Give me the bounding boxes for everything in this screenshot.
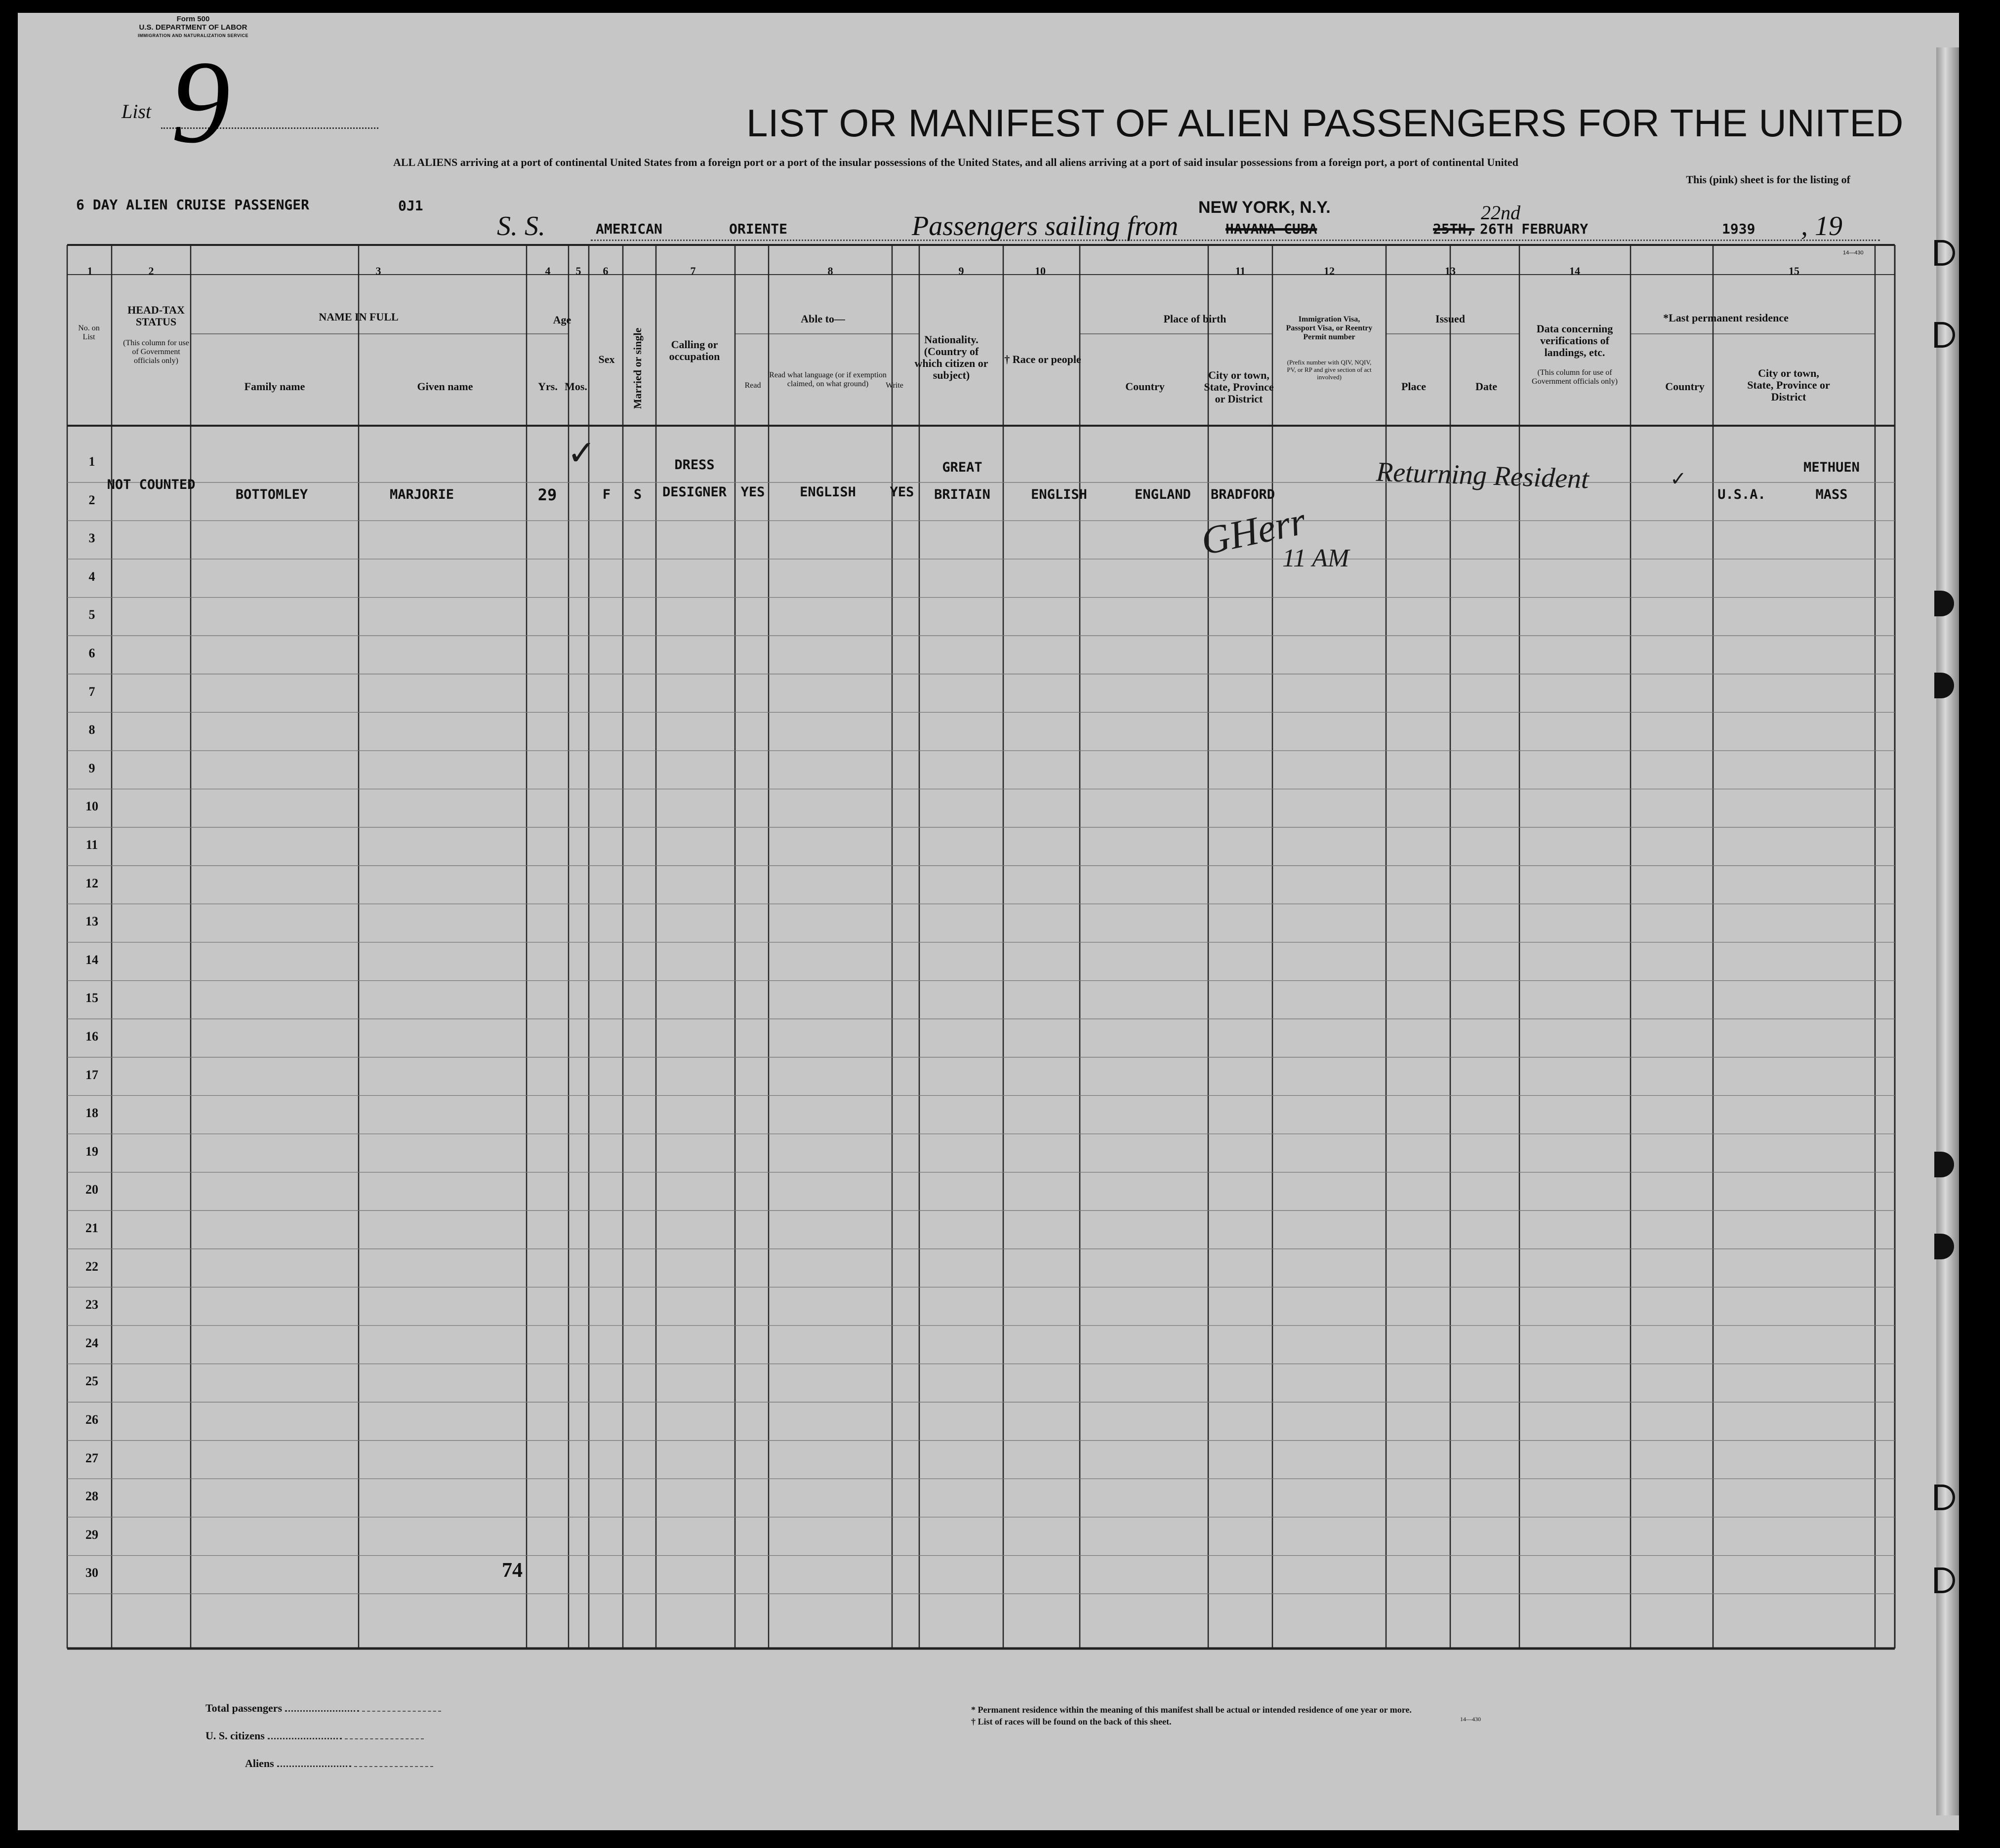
- aliens-row: [245, 1757, 433, 1770]
- row-number: 19: [85, 1144, 98, 1159]
- cell-birth-country: ENGLAND: [1135, 487, 1191, 502]
- row-number: 11: [85, 838, 98, 852]
- manifest-grid: [18, 13, 1959, 1830]
- list-number: 9: [171, 36, 230, 167]
- header-issued-date: Date: [1475, 380, 1497, 393]
- header-head-tax: HEAD-TAX STATUS: [127, 304, 185, 328]
- title-instruction-2: This (pink) sheet is for the listing of: [1686, 173, 1850, 186]
- header-visa: Immigration Visa, Passport Visa, or Reentry Permit number: [1286, 315, 1373, 341]
- row-number: 28: [85, 1489, 98, 1504]
- ship-name-1: AMERICAN: [596, 221, 662, 237]
- inspector-time: 11 AM: [1282, 544, 1349, 572]
- row-number: 4: [88, 569, 95, 584]
- row-number: 5: [88, 607, 95, 622]
- cell-write: YES: [890, 484, 914, 500]
- column-number: 2: [148, 265, 154, 277]
- header-issued-place: Place: [1401, 380, 1427, 393]
- cell-head-tax: NOT COUNTED: [107, 477, 196, 492]
- row-number: 17: [85, 1067, 98, 1082]
- row-number: 18: [85, 1106, 98, 1121]
- header-age: Age: [553, 314, 571, 326]
- header-verifications: Data concerning verifications of landings, etc.: [1536, 322, 1613, 359]
- list-label: List: [122, 100, 152, 122]
- cell-res-city-2: MASS: [1815, 487, 1848, 502]
- cell-language: ENGLISH: [800, 484, 856, 500]
- form-number: Form 500: [176, 15, 210, 23]
- column-number: 3: [375, 265, 381, 277]
- cell-nationality-1: GREAT: [942, 460, 982, 475]
- row-number: 13: [85, 914, 98, 929]
- column-number: 9: [958, 265, 964, 277]
- header-head-tax-note: (This column for use of Government officials only): [123, 339, 189, 365]
- day-struck: 25TH,: [1433, 221, 1475, 237]
- row-number: 30: [85, 1566, 98, 1580]
- header-no-on-list: No. on List: [78, 324, 100, 341]
- header-given-name: Given name: [417, 380, 473, 393]
- row-number: 10: [85, 799, 98, 814]
- sailing-year: 1939: [1722, 221, 1755, 237]
- cell-res-city-1: METHUEN: [1803, 460, 1860, 475]
- row-number: 9: [88, 761, 95, 775]
- row-number: 22: [85, 1259, 98, 1274]
- age-check-mark: ✓: [567, 435, 596, 473]
- row-number: 3: [88, 531, 95, 546]
- header-name-in-full: NAME IN FULL: [319, 311, 399, 323]
- header-place-of-birth: Place of birth: [1163, 313, 1226, 325]
- header-race: † Race or people: [1004, 353, 1081, 365]
- header-read-language: Read what language (or if exemption claimed, on what ground): [769, 371, 887, 388]
- header-read: Read: [744, 381, 761, 390]
- footnote-residence: * Permanent residence within the meaning of this manifest shall be actual or intended residence of one year or more.: [971, 1705, 1412, 1715]
- column-number: 6: [603, 265, 609, 277]
- handwritten-visa-note: Returning Resident: [1376, 456, 1590, 495]
- header-res-city: City or town, State, Province or District: [1747, 367, 1830, 403]
- cell-given-name: MARJORIE: [389, 487, 454, 502]
- port-inserted: NEW YORK, N.Y.: [1198, 198, 1331, 217]
- day-handwritten: 22nd: [1481, 201, 1520, 224]
- row-number: 26: [85, 1412, 98, 1427]
- header-issued: Issued: [1435, 313, 1465, 325]
- total-passengers-row: [205, 1702, 441, 1715]
- column-number: 15: [1789, 265, 1799, 277]
- page-title: LIST OR MANIFEST OF ALIEN PASSENGERS FOR THE UNITED: [746, 101, 1904, 145]
- header-family-name: Family name: [244, 380, 305, 393]
- cell-res-country: U.S.A.: [1717, 487, 1766, 502]
- cell-read: YES: [740, 484, 765, 500]
- column-number: 1: [87, 265, 93, 277]
- inspector-initials: GHerr: [1197, 499, 1310, 564]
- us-citizens-label: U. S. citizens: [205, 1729, 265, 1742]
- column-number: 11: [1235, 265, 1246, 277]
- header-able-to: Able to—: [801, 313, 845, 325]
- header-nationality: Nationality. (Country of which citizen or subject): [914, 333, 988, 381]
- header-married: Married or single: [631, 327, 644, 409]
- footnotes: [971, 1704, 1412, 1727]
- column-number: 12: [1324, 265, 1335, 277]
- header-verifications-note: (This column for use of Government officials only): [1532, 368, 1618, 386]
- cell-age-yrs: 29: [537, 485, 557, 504]
- sailing-label: Passengers sailing from: [912, 211, 1179, 241]
- header-write: Write: [886, 381, 903, 390]
- year-suffix: , 19: [1801, 211, 1842, 241]
- row-number: 16: [85, 1029, 98, 1044]
- aliens-label: Aliens: [245, 1757, 274, 1769]
- cell-race: ENGLISH: [1031, 487, 1087, 502]
- cell-nationality-2: BRITAIN: [934, 487, 990, 502]
- page-stamp-number: 74: [502, 1559, 523, 1582]
- row-number: 25: [85, 1374, 98, 1389]
- row-number: 27: [85, 1450, 98, 1465]
- manifest-sheet: [18, 13, 1959, 1830]
- row-number: 1: [88, 454, 95, 469]
- header-calling: Calling or occupation: [669, 338, 720, 362]
- ss-label: S. S.: [497, 211, 545, 241]
- row-number: 24: [85, 1335, 98, 1350]
- form-code: 14—430: [1843, 250, 1864, 256]
- cruise-number: 0J1: [398, 198, 423, 214]
- row-number: 12: [85, 876, 98, 890]
- cell-occupation-2: DESIGNER: [662, 484, 727, 500]
- cell-family-name: BOTTOMLEY: [235, 487, 308, 502]
- header-visa-note: (Prefix number with QIV, NQIV, PV, or RP and give section of act involved): [1287, 359, 1372, 381]
- title-instruction-1: ALL ALIENS arriving at a port of continental United States from a foreign port or a port of the insular possessions of the United States, and all aliens arriving at a port of said insular possessions from a foreign port, a port of continental United: [393, 156, 1518, 168]
- cruise-note: 6 DAY ALIEN CRUISE PASSENGER: [76, 197, 310, 213]
- header-birth-country: Country: [1125, 380, 1165, 393]
- row-number: 20: [85, 1182, 98, 1197]
- cell-sex: F: [602, 487, 611, 502]
- row-number: 6: [88, 646, 95, 660]
- header-res-country: Country: [1665, 380, 1705, 393]
- row-number: 21: [85, 1221, 98, 1235]
- column-number: 5: [575, 265, 581, 277]
- port-struck: HAVANA CUBA: [1225, 221, 1317, 237]
- cell-birth-city: BRADFORD: [1210, 487, 1275, 502]
- row-number: 2: [88, 492, 95, 507]
- footnote-races: † List of races will be found on the back of this sheet.: [971, 1717, 1172, 1727]
- department: U.S. DEPARTMENT OF LABOR: [139, 23, 247, 32]
- verification-mark: ✓: [1670, 468, 1687, 490]
- total-passengers-label: Total passengers: [205, 1702, 283, 1714]
- header-last-residence: *Last permanent residence: [1663, 312, 1789, 324]
- row-number: 7: [88, 684, 95, 699]
- header-birth-city: City or town, State, Province or District: [1204, 369, 1274, 405]
- column-number: 10: [1035, 265, 1046, 277]
- header-mos: Mos.: [565, 380, 587, 393]
- header-yrs: Yrs.: [538, 380, 558, 393]
- row-number: 23: [85, 1297, 98, 1312]
- row-number: 14: [85, 952, 98, 967]
- header-sex: Sex: [598, 353, 615, 365]
- row-number: 8: [88, 723, 95, 737]
- cell-marital: S: [633, 487, 642, 502]
- row-number: 15: [85, 991, 98, 1005]
- us-citizens-row: [205, 1729, 424, 1742]
- column-number: 7: [690, 265, 696, 277]
- column-number: 14: [1569, 265, 1580, 277]
- ship-name-2: ORIENTE: [729, 221, 788, 237]
- row-number: 29: [85, 1527, 98, 1542]
- column-number: 4: [545, 265, 551, 277]
- cell-occupation-1: DRESS: [674, 457, 715, 473]
- column-number: 13: [1445, 265, 1456, 277]
- column-number: 8: [827, 265, 833, 277]
- sailing-month: 26TH FEBRUARY: [1480, 221, 1589, 237]
- service: IMMIGRATION AND NATURALIZATION SERVICE: [138, 33, 248, 38]
- footnote-code: 14—430: [1460, 1716, 1481, 1723]
